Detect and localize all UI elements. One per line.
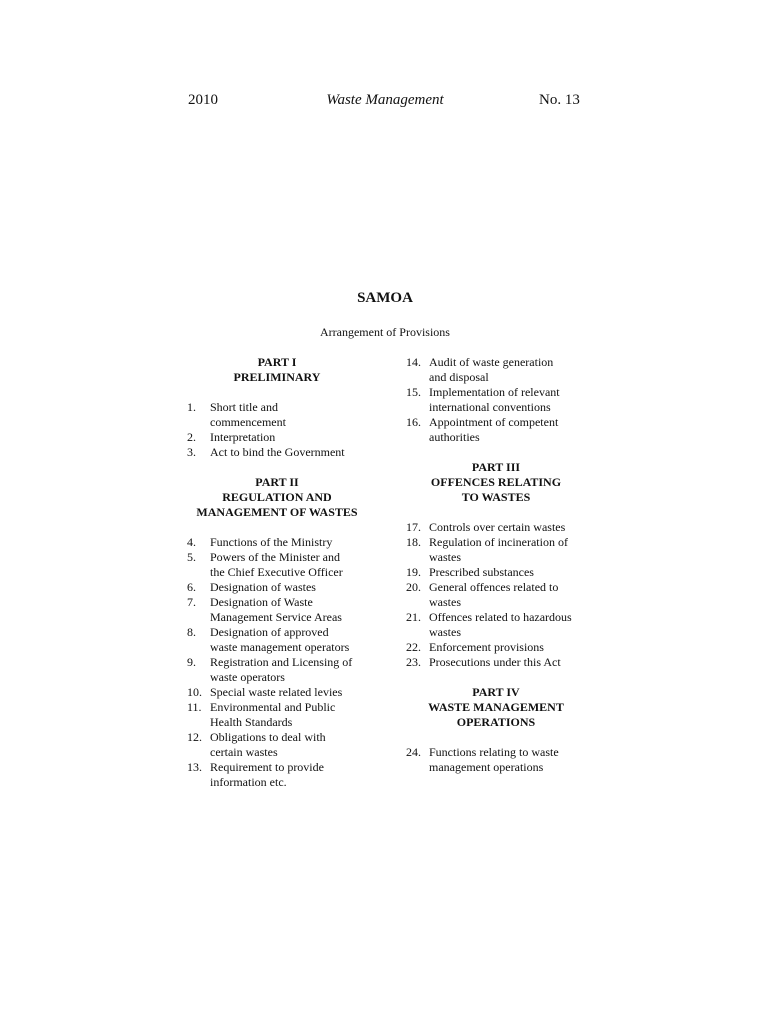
part-title: TO WASTES <box>461 490 531 504</box>
part-label: PART I <box>257 355 297 369</box>
item-number: 7. <box>187 595 196 609</box>
part-title: MANAGEMENT OF WASTES <box>196 505 358 519</box>
item-text: management operations <box>429 760 544 774</box>
toc-item-9[interactable] <box>187 655 367 685</box>
part-3-heading <box>406 460 586 505</box>
toc-item-23[interactable] <box>406 655 586 670</box>
item-text: Short title and <box>210 400 278 414</box>
toc-item-22[interactable] <box>406 640 586 655</box>
part-1-heading <box>187 355 367 385</box>
item-text: wastes <box>429 550 461 564</box>
toc-item-13[interactable] <box>187 760 367 790</box>
toc-item-3[interactable] <box>187 445 367 460</box>
toc-item-4[interactable] <box>187 535 367 550</box>
item-number: 24. <box>406 745 421 759</box>
item-text: commencement <box>210 415 286 429</box>
header-title: Waste Management <box>326 92 444 108</box>
item-text: Appointment of competent <box>429 415 559 429</box>
toc-item-19[interactable] <box>406 565 586 580</box>
item-number: 18. <box>406 535 421 549</box>
toc-item-11[interactable] <box>187 700 367 730</box>
item-text: Designation of Waste <box>210 595 313 609</box>
item-text: Interpretation <box>210 430 276 444</box>
item-text: Registration and Licensing of <box>210 655 353 669</box>
item-number: 23. <box>406 655 421 669</box>
item-text: Controls over certain wastes <box>429 520 566 534</box>
toc-item-10[interactable] <box>187 685 367 700</box>
toc-item-16[interactable] <box>406 415 586 445</box>
toc-item-5[interactable] <box>187 550 367 580</box>
item-number: 10. <box>187 685 202 699</box>
item-text: Obligations to deal with <box>210 730 326 744</box>
item-text: Prescribed substances <box>429 565 534 579</box>
item-text: Requirement to provide <box>210 760 324 774</box>
part-2-heading <box>187 475 367 520</box>
item-number: 9. <box>187 655 196 669</box>
toc-item-24[interactable] <box>406 745 586 775</box>
item-text: Functions relating to waste <box>429 745 559 759</box>
item-number: 6. <box>187 580 196 594</box>
item-text: Regulation of incineration of <box>429 535 568 549</box>
toc-item-7[interactable] <box>187 595 367 625</box>
item-number: 17. <box>406 520 421 534</box>
item-text: authorities <box>429 430 480 444</box>
part-label: PART II <box>255 475 299 489</box>
item-number: 11. <box>187 700 202 714</box>
item-number: 5. <box>187 550 196 564</box>
item-text: Enforcement provisions <box>429 640 544 654</box>
item-number: 8. <box>187 625 196 639</box>
arrangement-subtitle: Arrangement of Provisions <box>320 325 450 339</box>
part-title: WASTE MANAGEMENT <box>428 700 564 714</box>
toc-item-1[interactable] <box>187 400 367 430</box>
item-text: Offences related to hazardous <box>429 610 572 624</box>
item-text: international conventions <box>429 400 551 414</box>
toc-item-18[interactable] <box>406 535 586 565</box>
item-text: the Chief Executive Officer <box>210 565 343 579</box>
item-number: 22. <box>406 640 421 654</box>
item-text: Designation of approved <box>210 625 329 639</box>
item-text: Prosecutions under this Act <box>429 655 561 669</box>
item-text: Functions of the Ministry <box>210 535 333 549</box>
item-text: and disposal <box>429 370 489 384</box>
toc-item-12[interactable] <box>187 730 367 760</box>
item-text: certain wastes <box>210 745 278 759</box>
toc-right-column <box>406 355 586 775</box>
item-text: wastes <box>429 625 461 639</box>
item-number: 14. <box>406 355 421 369</box>
part-4-heading <box>406 685 586 730</box>
toc-item-2[interactable] <box>187 430 367 445</box>
part-title: OFFENCES RELATING <box>430 475 562 489</box>
part-label: PART III <box>471 460 521 474</box>
toc-item-21[interactable] <box>406 610 586 640</box>
item-text: wastes <box>429 595 461 609</box>
part-title: PRELIMINARY <box>233 370 321 384</box>
item-number: 1. <box>187 400 196 414</box>
part-title: OPERATIONS <box>456 715 536 729</box>
item-number: 12. <box>187 730 202 744</box>
header-act-number: No. 13 <box>539 92 580 108</box>
item-number: 15. <box>406 385 421 399</box>
item-text: Health Standards <box>210 715 293 729</box>
item-text: waste operators <box>210 670 285 684</box>
toc-item-14[interactable] <box>406 355 586 385</box>
part-label: PART IV <box>472 685 520 699</box>
toc-item-8[interactable] <box>187 625 367 655</box>
item-text: Management Service Areas <box>210 610 342 624</box>
toc-item-17[interactable] <box>406 520 586 535</box>
toc-item-15[interactable] <box>406 385 586 415</box>
item-text: Audit of waste generation <box>429 355 554 369</box>
item-number: 3. <box>187 445 196 459</box>
toc-left-column <box>187 355 367 790</box>
item-text: Powers of the Minister and <box>210 550 340 564</box>
item-number: 21. <box>406 610 421 624</box>
item-number: 2. <box>187 430 196 444</box>
item-number: 13. <box>187 760 202 774</box>
item-number: 16. <box>406 415 421 429</box>
item-text: Act to bind the Government <box>210 445 345 459</box>
item-number: 19. <box>406 565 421 579</box>
part-title: REGULATION AND <box>222 490 332 504</box>
item-text: Special waste related levies <box>210 685 343 699</box>
item-number: 20. <box>406 580 421 594</box>
item-text: information etc. <box>210 775 287 789</box>
toc-item-20[interactable] <box>406 580 586 610</box>
toc-item-6[interactable] <box>187 580 367 595</box>
country-title: SAMOA <box>357 290 413 306</box>
item-text: Designation of wastes <box>210 580 316 594</box>
item-text: General offences related to <box>429 580 559 594</box>
item-text: Implementation of relevant <box>429 385 560 399</box>
header-year: 2010 <box>188 92 218 108</box>
item-text: Environmental and Public <box>210 700 336 714</box>
item-text: waste management operators <box>210 640 350 654</box>
item-number: 4. <box>187 535 196 549</box>
